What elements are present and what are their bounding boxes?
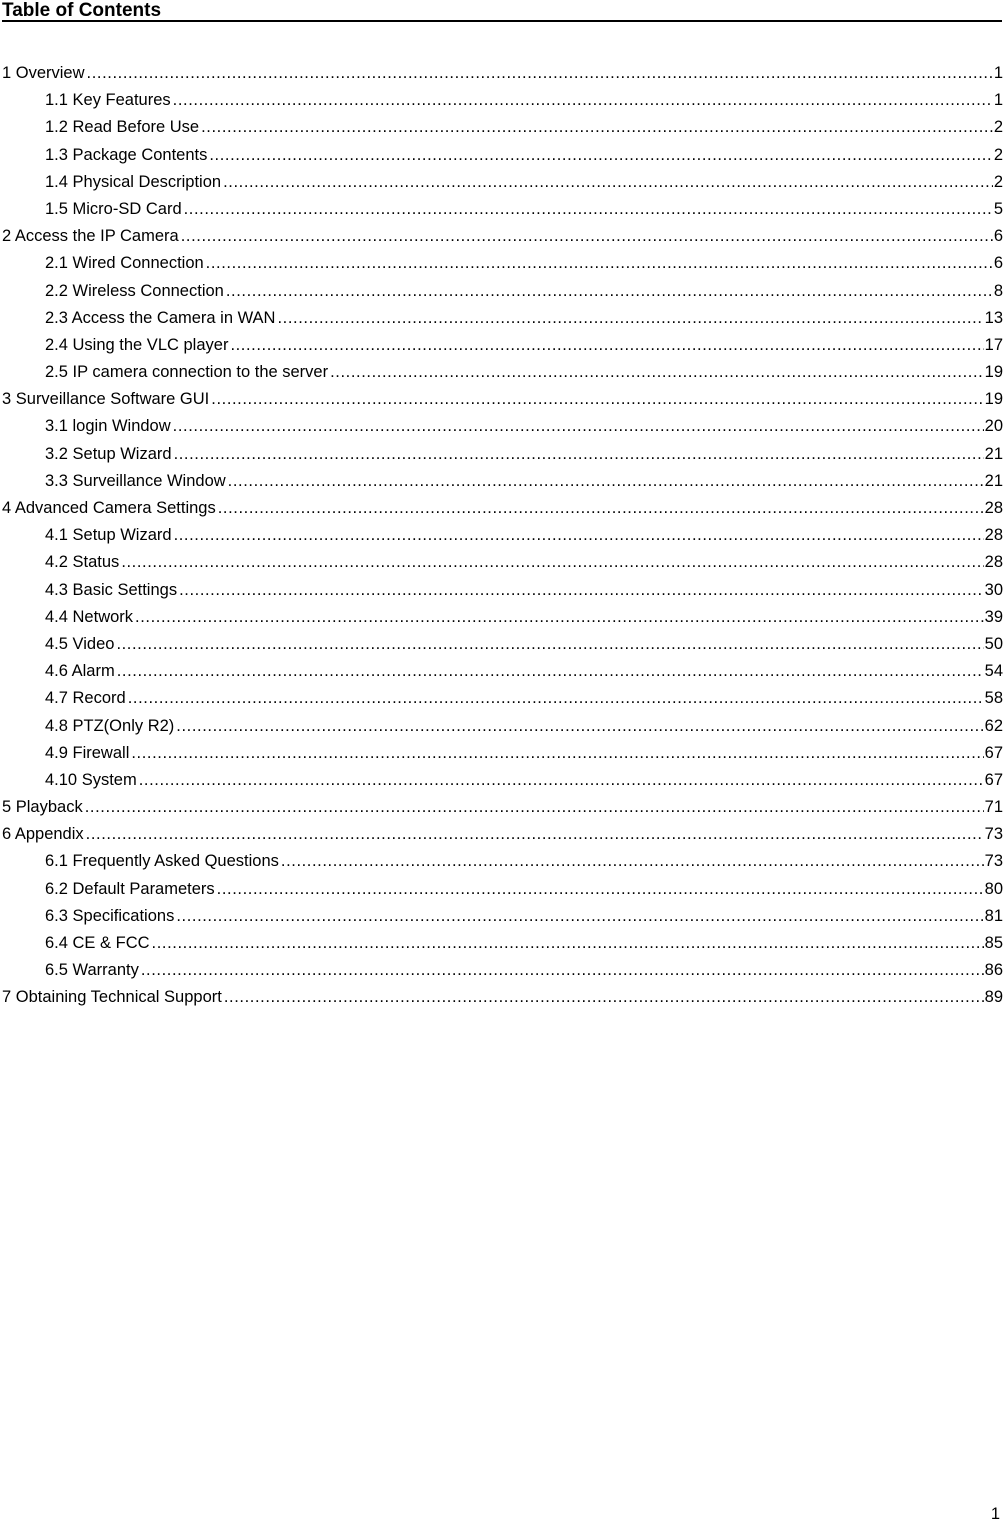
toc-entry[interactable] [0,876,1004,903]
toc-entry-page-number: 80 [984,879,1003,898]
toc-entry-label: 6.2 Default Parameters [45,879,215,898]
dot-leader [176,713,983,740]
toc-entry-page-number: 28 [984,499,1003,517]
toc-entry[interactable] [0,332,1004,359]
toc-entry-page-number: 62 [984,716,1003,735]
toc-entry-label: 1.1 Key Features [45,91,171,110]
toc-entry-page-number: 13 [984,308,1003,327]
toc-entry[interactable] [0,495,1004,522]
dot-leader [173,413,984,440]
toc-entry[interactable] [0,468,1004,495]
toc-entry-label: 2.4 Using the VLC player [45,335,229,354]
toc-entry-label: 6.5 Warranty [45,961,139,980]
toc-entry-label: 2.2 Wireless Connection [45,281,224,300]
toc-entry-page-number: 2 [993,172,1003,191]
toc-entry[interactable] [0,740,1004,767]
toc-entry-label: 2.5 IP camera connection to the server [45,363,329,382]
toc-entry[interactable] [0,713,1004,740]
dot-leader [224,984,984,1011]
dot-leader [152,930,984,957]
toc-entry-page-number: 2 [993,118,1003,137]
dot-leader [201,114,993,141]
toc-entry-page-number: 17 [984,335,1003,354]
dot-leader [117,658,984,685]
toc-entry-label: 2 Access the IP Camera [2,227,179,246]
toc-list [0,60,1004,1012]
toc-entry[interactable] [0,278,1004,305]
toc-entry-page-number: 2 [993,145,1003,164]
toc-entry-label: 3 Surveillance Software GUI [2,390,210,409]
toc-entry-page-number: 1 [993,64,1003,82]
toc-entry[interactable] [0,821,1004,848]
toc-entry-label: 4.9 Firewall [45,743,130,762]
toc-entry[interactable] [0,386,1004,413]
toc-entry-label: 4.10 System [45,770,137,789]
toc-entry-label: 2.1 Wired Connection [45,254,204,273]
dot-leader [176,903,983,930]
dot-leader [141,957,984,984]
toc-entry[interactable] [0,984,1004,1011]
toc-entry-page-number: 8 [993,281,1003,300]
toc-entry-page-number: 21 [984,444,1003,463]
dot-leader [174,522,984,549]
dot-leader [211,386,983,413]
dot-leader [228,468,984,495]
dot-leader [116,631,983,658]
dot-leader [230,332,983,359]
dot-leader [209,142,992,169]
toc-entry-page-number: 1 [993,91,1003,110]
toc-entry-page-number: 20 [984,417,1003,436]
toc-entry-label: 1.4 Physical Description [45,172,222,191]
toc-entry-label: 1.5 Micro-SD Card [45,199,182,218]
toc-entry-page-number: 50 [984,634,1003,653]
toc-entry-label: 3.3 Surveillance Window [45,471,226,490]
toc-entry-page-number: 73 [984,852,1003,871]
toc-entry[interactable] [0,577,1004,604]
toc-entry[interactable] [0,848,1004,875]
toc-entry-label: 2.3 Access the Camera in WAN [45,308,276,327]
dot-leader [181,223,993,250]
toc-entry-label: 3.1 login Window [45,417,171,436]
toc-entry-page-number: 6 [993,227,1003,246]
toc-entry-label: 4.3 Basic Settings [45,580,178,599]
toc-entry[interactable] [0,957,1004,984]
toc-entry[interactable] [0,549,1004,576]
toc-entry-label: 3.2 Setup Wizard [45,444,172,463]
toc-entry[interactable] [0,169,1004,196]
toc-entry[interactable] [0,441,1004,468]
toc-heading: Table of Contents [2,0,1002,22]
toc-entry-label: 4.6 Alarm [45,662,115,681]
dot-leader [206,250,993,277]
toc-entry-page-number: 73 [984,825,1003,844]
dot-leader [174,441,984,468]
dot-leader [128,685,984,712]
dot-leader [121,549,983,576]
toc-entry[interactable] [0,522,1004,549]
toc-entry-label: 1.2 Read Before Use [45,118,200,137]
toc-entry[interactable] [0,305,1004,332]
toc-entry-page-number: 6 [993,254,1003,273]
toc-entry-page-number: 58 [984,689,1003,708]
toc-entry-page-number: 5 [993,199,1003,218]
dot-leader [179,577,984,604]
toc-entry[interactable] [0,223,1004,250]
toc-entry-label: 6.4 CE & FCC [45,934,150,952]
toc-entry[interactable] [0,413,1004,440]
toc-entry-label: 4.7 Record [45,689,126,708]
dot-leader [135,604,984,631]
toc-entry-label: 5 Playback [2,798,83,817]
dot-leader [277,305,983,332]
toc-entry[interactable] [0,87,1004,114]
dot-leader [330,359,984,386]
toc-entry-label: 4.2 Status [45,553,120,572]
toc-entry[interactable] [0,767,1004,794]
toc-entry[interactable] [0,658,1004,685]
toc-entry-page-number: 19 [984,390,1003,409]
toc-entry[interactable] [0,903,1004,930]
toc-entry-page-number: 30 [984,580,1003,599]
toc-entry[interactable] [0,196,1004,223]
toc-entry-label: 6 Appendix [2,825,84,844]
toc-entry-label: 4.5 Video [45,634,115,653]
toc-entry-page-number: 39 [984,607,1003,626]
dot-leader [226,278,993,305]
dot-leader [87,60,993,87]
dot-leader [85,794,984,821]
toc-entry-label: 4.1 Setup Wizard [45,526,172,545]
dot-leader [281,848,984,875]
toc-entry[interactable] [0,930,1004,957]
toc-entry-label: 1 Overview [2,64,85,82]
toc-entry[interactable] [0,250,1004,277]
toc-entry-label: 6.1 Frequently Asked Questions [45,852,279,871]
toc-entry-page-number: 86 [984,961,1003,980]
dot-leader [139,767,984,794]
toc-entry-label: 7 Obtaining Technical Support [2,988,222,1007]
toc-entry-page-number: 28 [984,553,1003,572]
toc-entry[interactable] [0,794,1004,821]
page-number: 1 [990,1505,1000,1523]
toc-entry[interactable] [0,114,1004,141]
toc-entry-page-number: 67 [984,743,1003,762]
toc-entry-label: 6.3 Specifications [45,906,175,925]
toc-entry[interactable] [0,60,1004,87]
toc-entry[interactable] [0,631,1004,658]
toc-entry-page-number: 67 [984,770,1003,789]
dot-leader [184,196,993,223]
dot-leader [217,876,984,903]
toc-entry[interactable] [0,685,1004,712]
toc-entry-page-number: 81 [984,906,1003,925]
toc-entry[interactable] [0,142,1004,169]
toc-entry-page-number: 85 [984,934,1003,952]
toc-entry[interactable] [0,604,1004,631]
toc-entry-page-number: 89 [984,988,1003,1007]
dot-leader [86,821,984,848]
dot-leader [223,169,993,196]
toc-entry-page-number: 54 [984,662,1003,681]
toc-entry-page-number: 19 [984,363,1003,382]
dot-leader [131,740,983,767]
dot-leader [218,495,984,522]
toc-entry-page-number: 28 [984,526,1003,545]
toc-entry-label: 4.4 Network [45,607,134,626]
dot-leader [173,87,993,114]
toc-entry-label: 4.8 PTZ(Only R2) [45,716,175,735]
toc-entry-label: 1.3 Package Contents [45,145,208,164]
toc-entry-label: 4 Advanced Camera Settings [2,499,216,517]
toc-entry-page-number: 71 [984,798,1003,817]
toc-entry[interactable] [0,359,1004,386]
toc-entry-page-number: 21 [984,471,1003,490]
